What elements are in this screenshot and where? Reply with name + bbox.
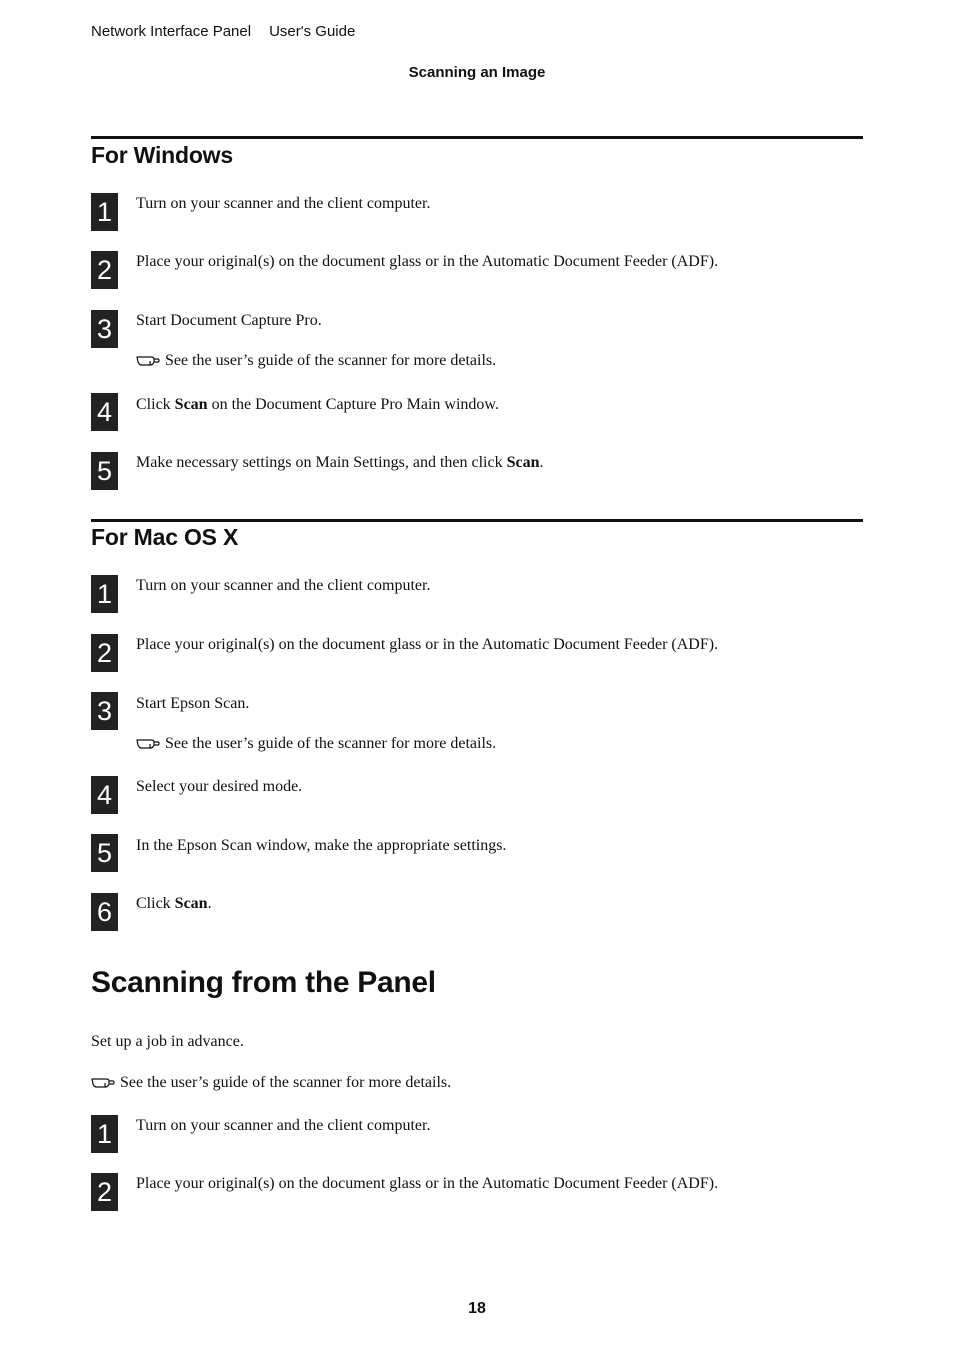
page-number: 18 bbox=[468, 1300, 486, 1317]
panel-heading: Scanning from the Panel bbox=[91, 966, 436, 999]
step-text: Select your desired mode. bbox=[136, 778, 303, 795]
step-number-badge: 4 bbox=[91, 776, 118, 814]
step-text: In the Epson Scan window, make the appropriate settings. bbox=[136, 837, 507, 854]
pointing-hand-icon bbox=[136, 352, 160, 366]
step-text: Place your original(s) on the document glass or in the Automatic Document Feeder (ADF). bbox=[136, 636, 719, 653]
product-name: Network Interface Panel bbox=[91, 23, 252, 40]
step-text: Click Scan on the Document Capture Pro Main window. bbox=[136, 396, 499, 413]
reference-note: See the user’s guide of the scanner for more details. bbox=[136, 734, 496, 754]
scan-label: Scan bbox=[506, 454, 540, 471]
step-text: Place your original(s) on the document glass or in the Automatic Document Feeder (ADF). bbox=[136, 253, 719, 270]
step-number-badge: 1 bbox=[91, 1115, 118, 1153]
reference-note: See the user’s guide of the scanner for more details. bbox=[91, 1073, 451, 1093]
step-text: Turn on your scanner and the client computer. bbox=[136, 1117, 431, 1134]
step-number-badge: 5 bbox=[91, 452, 118, 490]
step-number-badge: 2 bbox=[91, 251, 118, 289]
step-number-badge: 3 bbox=[91, 310, 118, 348]
step-number-badge: 1 bbox=[91, 193, 118, 231]
section-rule bbox=[91, 136, 863, 139]
step-text: Click Scan. bbox=[136, 895, 212, 912]
step-text: Make necessary settings on Main Settings, and then click Scan. bbox=[136, 454, 544, 471]
step-number-badge: 3 bbox=[91, 692, 118, 730]
windows-heading: For Windows bbox=[91, 142, 233, 168]
running-header bbox=[91, 23, 355, 40]
step-text: Turn on your scanner and the client computer. bbox=[136, 577, 431, 594]
guide-name: User's Guide bbox=[269, 23, 356, 40]
step-number-badge: 5 bbox=[91, 834, 118, 872]
scan-label: Scan bbox=[174, 396, 208, 413]
step-text: Start Document Capture Pro. bbox=[136, 312, 322, 329]
mac-heading: For Mac OS X bbox=[91, 524, 239, 550]
step-text: Place your original(s) on the document glass or in the Automatic Document Feeder (ADF). bbox=[136, 1175, 719, 1192]
step-number-badge: 6 bbox=[91, 893, 118, 931]
step-text: Start Epson Scan. bbox=[136, 695, 250, 712]
step-number-badge: 1 bbox=[91, 575, 118, 613]
scan-label: Scan bbox=[174, 895, 208, 912]
pointing-hand-icon bbox=[91, 1074, 115, 1088]
section-rule bbox=[91, 519, 863, 522]
step-number-badge: 2 bbox=[91, 1173, 118, 1211]
intro-text: Set up a job in advance. bbox=[91, 1033, 244, 1050]
reference-note: See the user’s guide of the scanner for more details. bbox=[136, 351, 496, 371]
step-number-badge: 2 bbox=[91, 634, 118, 672]
step-text: Turn on your scanner and the client computer. bbox=[136, 195, 431, 212]
section-title: Scanning an Image bbox=[408, 64, 546, 81]
step-number-badge: 4 bbox=[91, 393, 118, 431]
pointing-hand-icon bbox=[136, 735, 160, 749]
